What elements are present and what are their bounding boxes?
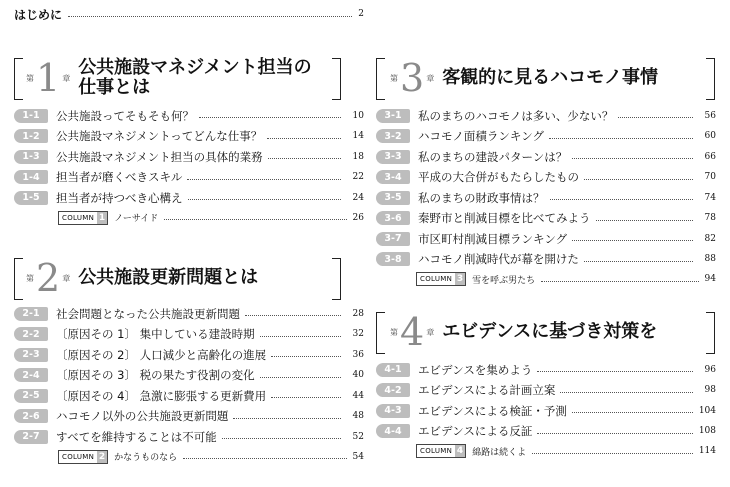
section-title: 担当者が磨くべきスキル [56,170,183,185]
leader-dots [271,356,341,357]
page-number: 56 [704,110,716,121]
leader-dots [233,418,341,419]
chapter-prefix: 第 [26,73,34,83]
column-tag: COLUMN 4 [416,444,466,458]
section-title: ハコモノ削減時代が幕を開けた [418,252,579,267]
page-number: 108 [698,426,716,437]
toc-entry[interactable] [376,252,716,268]
leader-dots [68,16,352,17]
section-number-badge: 3-1 [376,109,410,123]
leader-dots [560,392,693,393]
bracket-left [376,312,385,354]
section-title: 〔原因その 4〕 急激に膨張する更新費用 [56,388,267,403]
leader-dots [260,336,341,337]
section-number-badge: 3-8 [376,252,410,266]
column-number: 2 [98,451,106,462]
column-number: 1 [98,212,106,223]
column-tag: COLUMN 3 [416,272,466,286]
section-number-badge: 4-1 [376,363,410,377]
leader-dots [260,377,341,378]
toc-entry[interactable] [14,129,364,145]
chapter-number: 3 [400,56,425,100]
column-title: ノーサイド [114,214,159,224]
chapter-prefix: 第 [390,327,398,337]
toc-entry[interactable] [376,170,716,186]
section-title: 〔原因その 1〕 集中している建設時期 [56,327,255,342]
page-number: 52 [352,431,364,442]
leader-dots [596,220,694,221]
chapter-4-heading [376,312,716,352]
page-number: 98 [704,385,716,396]
toc-entry[interactable] [376,231,716,247]
toc-entry[interactable] [376,383,716,399]
section-title: 社会問題となった公共施設更新問題 [56,306,240,321]
page-number: 28 [352,308,364,319]
leader-dots [549,138,693,139]
chapter-prefix: 第 [26,273,34,283]
toc-entry[interactable] [376,149,716,165]
toc-entry[interactable] [14,409,364,425]
page-number: 32 [352,329,364,340]
section-number-badge: 1-4 [14,170,48,184]
page-number: 48 [352,411,364,422]
page-number: 10 [352,110,364,121]
section-number-badge: 2-5 [14,389,48,403]
chapter-number: 2 [36,256,61,300]
section-title: 〔原因その 3〕 税の果たす役割の変化 [56,368,255,383]
toc-entry[interactable] [376,190,716,206]
intro-entry[interactable] [14,6,364,22]
chapter-suffix: 章 [62,273,71,283]
chapter-number: 4 [400,310,425,354]
leader-dots [267,138,341,139]
chapter-title: 客観的に見るハコモノ事情 [442,67,659,88]
page-number: 14 [352,131,364,142]
toc-entry[interactable] [14,108,364,124]
page-number: 36 [352,349,364,360]
bracket-left [14,258,23,300]
column-entry[interactable] [58,450,364,464]
leader-dots [164,219,346,220]
page-number: 114 [698,446,716,456]
column-entry[interactable] [416,272,716,286]
chapter-1-section [14,58,364,225]
leader-dots [572,240,693,241]
page-number: 54 [352,451,364,462]
column-number: 4 [456,446,464,456]
page-number: 22 [352,172,364,183]
leader-dots [537,433,693,434]
leader-dots [245,315,341,316]
section-title: 公共施設マネジメント担当の具体的業務 [56,149,263,164]
section-title: 私のまちの財政事情は？ [418,190,545,205]
column-tag: COLUMN 1 [58,211,108,225]
chapter-2-section [14,258,364,464]
leader-dots [183,458,346,459]
leader-dots [541,281,698,282]
section-title: 平成の大合併がもたらしたもの [418,170,579,185]
leader-dots [271,397,341,398]
page-number: 104 [698,405,716,416]
section-title: すべてを維持することは不可能 [56,429,217,444]
bracket-right [706,312,715,354]
section-title: エビデンスによる検証・予測 [418,403,567,418]
section-title: 公共施設マネジメントってどんな仕事？ [56,129,263,144]
section-number-badge: 2-2 [14,327,48,341]
bracket-right [706,58,715,100]
section-number-badge: 3-5 [376,191,410,205]
section-number-badge: 1-2 [14,129,48,143]
toc-entry[interactable] [376,362,716,378]
chapter-3-heading [376,58,716,98]
leader-dots [222,438,341,439]
column-title: 綿路は続くよ [472,447,527,458]
section-number-badge: 1-5 [14,191,48,205]
page-number: 94 [704,274,716,284]
chapter-title: 公共施設マネジメント担当の 仕事とは [78,57,312,98]
leader-dots [618,117,693,118]
chapter-prefix: 第 [390,73,398,83]
section-number-badge: 1-3 [14,150,48,164]
section-title: ハコモノ以外の公共施設更新問題 [56,409,229,424]
toc-entry[interactable] [376,108,716,124]
leader-dots [268,158,341,159]
section-title: 私のまちの建設パターンは？ [418,149,568,164]
bracket-left [376,58,385,100]
leader-dots [572,158,693,159]
page-number: 96 [704,364,716,375]
section-number-badge: 2-6 [14,409,48,423]
leader-dots [188,199,342,200]
chapter-title: 公共施設更新問題とは [78,267,259,288]
leader-dots [537,371,693,372]
section-title: 担当者が持つべき心構え [56,190,183,205]
page-number: 66 [704,151,716,162]
page-number: 74 [704,192,716,203]
chapter-title: エビデンスに基づき対策を [442,321,658,342]
page-number: 40 [352,370,364,381]
section-title: ハコモノ面積ランキング [418,129,545,144]
page-number: 26 [352,212,364,223]
page-number: 60 [704,131,716,142]
intro-page: 2 [358,9,364,19]
page-number: 18 [352,151,364,162]
leader-dots [187,179,341,180]
section-number-badge: 2-1 [14,307,48,321]
toc-entry[interactable] [14,306,364,322]
column-entry[interactable] [416,444,716,458]
section-number-badge: 4-4 [376,424,410,438]
section-number-badge: 2-4 [14,368,48,382]
toc-entry[interactable] [376,129,716,145]
column-number: 3 [456,274,464,284]
section-title: 〔原因その 2〕 人口減少と高齢化の進展 [56,347,267,362]
toc-entry[interactable] [376,424,716,440]
section-number-badge: 4-2 [376,383,410,397]
bracket-left [14,58,23,100]
page-number: 24 [352,192,364,203]
section-number-badge: 3-4 [376,170,410,184]
intro-label: はじめに [14,7,63,22]
section-title: エビデンスによる計画立案 [418,383,556,398]
page-number: 78 [704,213,716,224]
chapter-number: 1 [36,56,61,100]
section-number-badge: 3-7 [376,232,410,246]
section-title: 公共施設ってそもそも何？ [56,108,194,123]
section-number-badge: 3-3 [376,150,410,164]
column-tag: COLUMN 2 [58,450,108,464]
chapter-1-heading [14,58,364,98]
column-entry[interactable] [58,211,364,225]
chapter-4-section [376,312,716,458]
toc-entry[interactable] [14,347,364,363]
toc-entry[interactable] [376,403,716,419]
chapter-suffix: 章 [62,73,71,83]
section-title: 秦野市と削減目標を比べてみよう [418,211,591,226]
leader-dots [532,453,693,454]
leader-dots [584,179,693,180]
section-number-badge: 2-3 [14,348,48,362]
section-number-badge: 3-6 [376,211,410,225]
toc-entry[interactable] [14,429,364,445]
chapter-suffix: 章 [426,73,435,83]
page-number: 70 [704,172,716,183]
chapter-2-heading [14,258,364,298]
toc-entry[interactable] [14,327,364,343]
section-title: 私のまちのハコモノは多い、少ない？ [418,108,614,123]
chapter-suffix: 章 [426,327,435,337]
section-number-badge: 4-3 [376,404,410,418]
page-number: 82 [704,233,716,244]
section-number-badge: 1-1 [14,109,48,123]
page-number: 44 [352,390,364,401]
toc-entry[interactable] [14,368,364,384]
leader-dots [584,261,693,262]
toc-entry[interactable] [14,388,364,404]
leader-dots [199,117,341,118]
section-number-badge: 2-7 [14,430,48,444]
toc-entry[interactable] [14,190,364,206]
column-title: かなうものなら [114,453,178,463]
page-number: 88 [704,254,716,265]
section-title: エビデンスを集めよう [418,362,533,377]
bracket-right [332,258,341,300]
toc-entry[interactable] [14,149,364,165]
bracket-right [332,58,341,100]
section-title: エビデンスによる反証 [418,424,533,439]
leader-dots [550,199,694,200]
toc-entry[interactable] [14,170,364,186]
section-title: 市区町村削減目標ランキング [418,231,568,246]
chapter-3-section [376,58,716,286]
column-title: 雪を呼ぶ男たち [472,275,536,286]
section-number-badge: 3-2 [376,129,410,143]
toc-entry[interactable] [376,211,716,227]
leader-dots [572,412,693,413]
